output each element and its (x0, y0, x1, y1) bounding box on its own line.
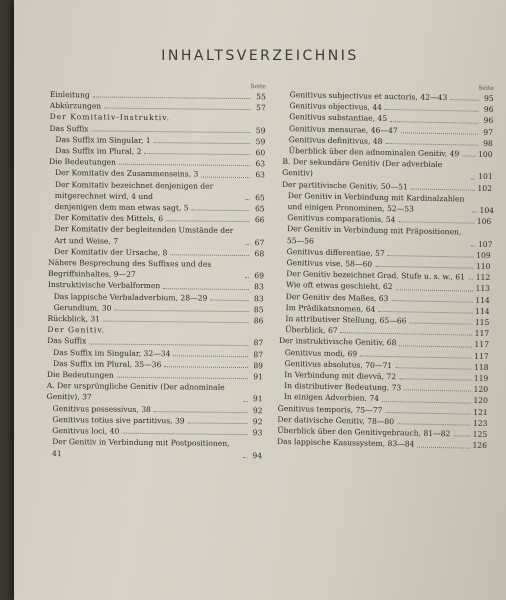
toc-entry (48, 257, 264, 282)
toc-left-column (46, 80, 266, 461)
toc-entry-title: Das Suffix (47, 336, 87, 346)
dot-leader (399, 379, 471, 381)
toc-entry-page: 91 (252, 394, 263, 404)
toc-entry-page: 112 (475, 272, 491, 283)
dot-leader (103, 321, 248, 324)
toc-entry-page: 66 (254, 215, 265, 225)
toc-entry-page: 100 (478, 149, 493, 160)
toc-entry-page: 114 (475, 295, 490, 305)
toc-entry-page: 96 (483, 105, 494, 115)
toc-entry-title: Rückblick, 31 (47, 314, 101, 324)
dot-leader (411, 188, 475, 190)
toc-entry-page: 89 (253, 361, 264, 371)
dot-leader (154, 411, 248, 413)
toc-entry-title: Der Genitiv. (47, 325, 106, 335)
toc-entry-title: Genitivus differentiae, 57 (286, 246, 385, 258)
toc-entry-page: 92 (252, 405, 263, 415)
toc-entry-title: Genitivus temporis, 75—77 (277, 403, 383, 415)
dot-leader (122, 433, 247, 435)
toc-entry-page: 110 (475, 261, 491, 272)
toc-entry-title: Genitivus totius sive partitivus, 39 (52, 414, 185, 426)
toc-entry-title: Genitivus substantiae, 45 (289, 112, 388, 124)
toc-entry-page: 96 (483, 116, 494, 126)
dot-leader (244, 401, 248, 402)
toc-entry-page: 69 (254, 271, 265, 281)
dot-leader (375, 266, 473, 269)
toc-entry-page: 63 (255, 170, 266, 180)
toc-entry-title: Das Suffix im Plural, 35—36 (52, 358, 162, 370)
toc-entry-title: Genitivus possessivus, 38 (52, 403, 151, 414)
toc-entry (48, 223, 264, 248)
toc-entry-page: 95 (483, 93, 494, 104)
dot-leader (385, 412, 470, 415)
toc-entry-title: Das Suffix im Singular, 1 (55, 134, 151, 145)
dot-leader (399, 345, 471, 347)
book-page (14, 0, 506, 600)
toc-right-column (277, 80, 494, 451)
toc-entry-page: 117 (474, 328, 490, 339)
dot-leader (462, 156, 475, 157)
toc-entry-page: 120 (473, 396, 488, 406)
toc-entry-title: Der Genitiv in Verbindung mit Postpositionen, 41 (52, 437, 230, 458)
toc-entry-title: Genitivus comparationis, 54 (287, 213, 396, 225)
toc-entry-page: 107 (477, 239, 493, 249)
toc-entry-page: 120 (473, 384, 489, 395)
toc-entry-page: 113 (475, 284, 491, 294)
dot-leader (166, 221, 249, 223)
toc-entry-page: 92 (252, 417, 263, 427)
toc-entry-title: Überblick, 67 (285, 325, 338, 336)
toc-entry-title: Genitivus subjectivus et auctoris, 42—43 (289, 90, 448, 103)
toc-entry-page: 65 (255, 192, 265, 203)
toc-entry (46, 436, 262, 461)
toc-entry-page: 115 (474, 317, 490, 328)
toc-entry-title: Genitivus definitivus, 48 (288, 134, 383, 146)
dot-leader (119, 164, 250, 166)
toc-entry-page: 102 (477, 183, 493, 193)
toc-entry-page: 57 (256, 103, 266, 113)
toc-entry-title: Der Genitiv bezeichnet Grad, Stufe u. s. w., 61 (286, 269, 466, 282)
dot-leader (246, 199, 250, 200)
dot-leader (192, 210, 250, 212)
toc-entry-page: 119 (473, 373, 489, 384)
dot-leader (391, 300, 472, 303)
dot-leader (245, 278, 249, 279)
toc-entry-page: 98 (483, 138, 493, 148)
dot-leader (92, 130, 251, 133)
toc-entry-page: 118 (473, 362, 489, 372)
toc-entry-page: 91 (253, 372, 263, 382)
toc-entry (47, 380, 263, 405)
dot-leader (378, 311, 472, 314)
dot-leader (89, 343, 248, 346)
toc-entry-page: 59 (255, 125, 266, 135)
toc-entry-title: Der Komitativ des Mittels, 6 (54, 213, 164, 224)
dot-leader (398, 222, 473, 224)
toc-entry-page: 117 (474, 340, 490, 350)
toc-entry-title: Der Komitativ des Zusammenseins, 3 (54, 168, 199, 179)
dot-leader (210, 300, 248, 301)
toc-entry-page: 101 (478, 172, 493, 182)
toc-entry-title: Die Bedeutungen (49, 157, 117, 167)
toc-entry-page: 125 (472, 429, 488, 440)
dot-leader (243, 457, 247, 458)
dot-leader (468, 279, 473, 280)
dot-leader (93, 97, 251, 100)
dot-leader (144, 153, 250, 155)
toc-entry-page: 123 (472, 418, 488, 428)
toc-entry-page: 86 (253, 316, 264, 326)
toc-entry-page: 121 (473, 407, 488, 417)
dot-leader (453, 436, 469, 437)
toc-entry-title: Genitivus absolutus, 70—71 (284, 358, 393, 371)
toc-entry-title: Der Genitiv des Maßes, 63 (285, 291, 389, 303)
dot-leader (382, 401, 470, 404)
dot-leader (397, 423, 470, 425)
toc-entry-title: Genitivus modi, 69 (284, 347, 358, 359)
toc-entry-title: Genitivus objectivus, 44 (289, 101, 383, 113)
dot-leader (117, 377, 248, 379)
dot-leader (245, 244, 249, 245)
toc-entry-title: Das Suffix im Singular, 32—34 (53, 347, 171, 358)
toc-entry-title: Überblick über den adnominalen Genitiv, 49 (288, 146, 460, 159)
toc-entry-title: Instruktivische Verbalformen (47, 280, 161, 291)
toc-entry-page: 55 (256, 92, 266, 102)
toc-entry-page: 85 (253, 305, 264, 315)
toc-entry-title: Der Genitiv in Verbindung mit Kardinalzahlen und einigen Pronominen, 52—53 (287, 190, 465, 214)
toc-entry-title: Der Genitiv in Verbindung mit Präpositionen, 55—56 (286, 224, 462, 246)
toc-entry-page: 94 (252, 450, 263, 460)
toc-entry-page: 65 (254, 204, 265, 214)
toc-entry-page: 114 (475, 306, 490, 316)
toc-entry-page: 117 (474, 351, 489, 361)
dot-leader (341, 333, 472, 337)
toc-entry-title: Abkürzungen (49, 101, 102, 111)
dot-leader (409, 323, 471, 325)
toc-entry-page: 83 (254, 293, 264, 303)
dot-leader (395, 367, 471, 369)
dot-leader (170, 254, 249, 256)
toc-entry-title: Genitivus vise, 58—60 (286, 258, 373, 269)
toc-entry-title: Nähere Besprechung des Suffixes und des Begriffsinhaltes, 9—27 (47, 258, 212, 280)
toc-entry-title: In Verbindung mit dievvā, 72 (284, 370, 397, 382)
toc-entry-title: Überblick über den Genitivgebrauch, 81—82 (277, 426, 451, 439)
seite-label: Seite (478, 84, 494, 93)
toc-entry-title: In distributiver Bedeutung, 73 (284, 381, 402, 393)
dot-leader (471, 245, 475, 246)
toc-entry-title: Der Komitativ bezeichnet denjenigen der mitgerechnet wird, 4 und (54, 179, 214, 201)
dot-leader (471, 178, 475, 179)
toc-entry (49, 179, 265, 204)
toc-entry-title: Einleitung (49, 89, 90, 100)
toc-entry-page: 126 (472, 440, 488, 451)
toc-entry-title: Der partitivische Genitiv, 50—51 (281, 179, 408, 192)
dot-leader (114, 310, 248, 312)
dot-leader (173, 355, 248, 357)
toc-entry-page: 59 (255, 136, 266, 147)
toc-entry-page: 68 (254, 248, 265, 259)
toc-entry-title: Gerundium, 30 (53, 302, 112, 313)
dot-leader (395, 289, 472, 291)
toc-entry-title: Wie oft etwas geschieht, 62 (285, 280, 393, 292)
toc-entry-title: Das Suffix (49, 123, 89, 134)
dot-leader (404, 390, 470, 392)
toc-entry-title: denjenigen dem man etwas sagt, 5 (54, 202, 189, 213)
toc-entry-page: 87 (253, 349, 264, 359)
dot-leader (163, 288, 249, 290)
toc-entry-title: Der Komitativ der Ursache, 8 (54, 246, 168, 258)
toc-entry-title: B. Der sekundäre Genitiv (Der adverbiale Genitiv) (282, 157, 443, 178)
toc-entry-page: 63 (255, 159, 266, 169)
dot-leader (417, 446, 469, 448)
toc-entry-title: Der Komitativ der begleitenden Umstände der Art und Weise, 7 (54, 224, 234, 246)
dot-leader (388, 255, 473, 258)
toc-entry-page: 67 (254, 237, 265, 247)
toc-entry-page: 104 (479, 205, 495, 216)
dot-leader (401, 132, 478, 134)
toc-entry-title: Der dativische Genitiv, 78—80 (277, 414, 395, 427)
toc-entry-title: A. Der ursprüngliche Genitiv (Der adnominale Genitiv), 37 (46, 381, 225, 402)
dot-leader (390, 121, 478, 124)
toc-entry-title: Das Suffix im Plural, 2 (55, 146, 142, 156)
page-title: INHALTSVERZEICHNIS (161, 48, 359, 64)
toc-entry-page: 106 (476, 216, 492, 227)
toc-entry-title: Im Prädikatsnomen, 64 (285, 302, 376, 314)
toc-entry-page: 60 (255, 148, 266, 158)
toc-entry-page: 109 (476, 250, 491, 260)
toc-entry-page: 83 (254, 282, 264, 292)
dot-leader (188, 423, 248, 425)
toc-entry-title: Das lappische Kasussystem, 83—84 (276, 437, 415, 449)
toc-entry-title: Genitivus mensurae, 46—47 (288, 123, 398, 135)
toc-entry-page: 87 (253, 338, 264, 348)
dot-leader (360, 355, 471, 358)
dot-leader (385, 109, 479, 112)
toc-entry-page: 93 (252, 428, 263, 438)
seite-label: Seite (250, 83, 266, 91)
dot-leader (201, 176, 250, 178)
toc-entry-title: In einigen Adverbien, 74 (283, 392, 380, 404)
dot-leader (472, 212, 476, 213)
dot-leader (450, 99, 478, 101)
dot-leader (154, 142, 251, 144)
dot-leader (385, 143, 477, 146)
toc-entry-title: Der Komitativ-Instruktiv. (49, 112, 171, 123)
toc-entry-title: Genitivus loci, 40 (52, 426, 120, 436)
dot-leader (164, 366, 248, 368)
toc-entry-title: Das lappische Verbaladverbium, 28—29 (53, 291, 208, 303)
dot-leader (104, 108, 251, 111)
toc-entry-title: Die Bedeutungen (46, 370, 114, 380)
toc-entry-title: In attributiver Stellung, 65—66 (285, 314, 407, 326)
toc-entry-title: Der instruktivische Genitiv, 68 (278, 336, 397, 348)
toc-entry-page: 97 (483, 127, 494, 137)
